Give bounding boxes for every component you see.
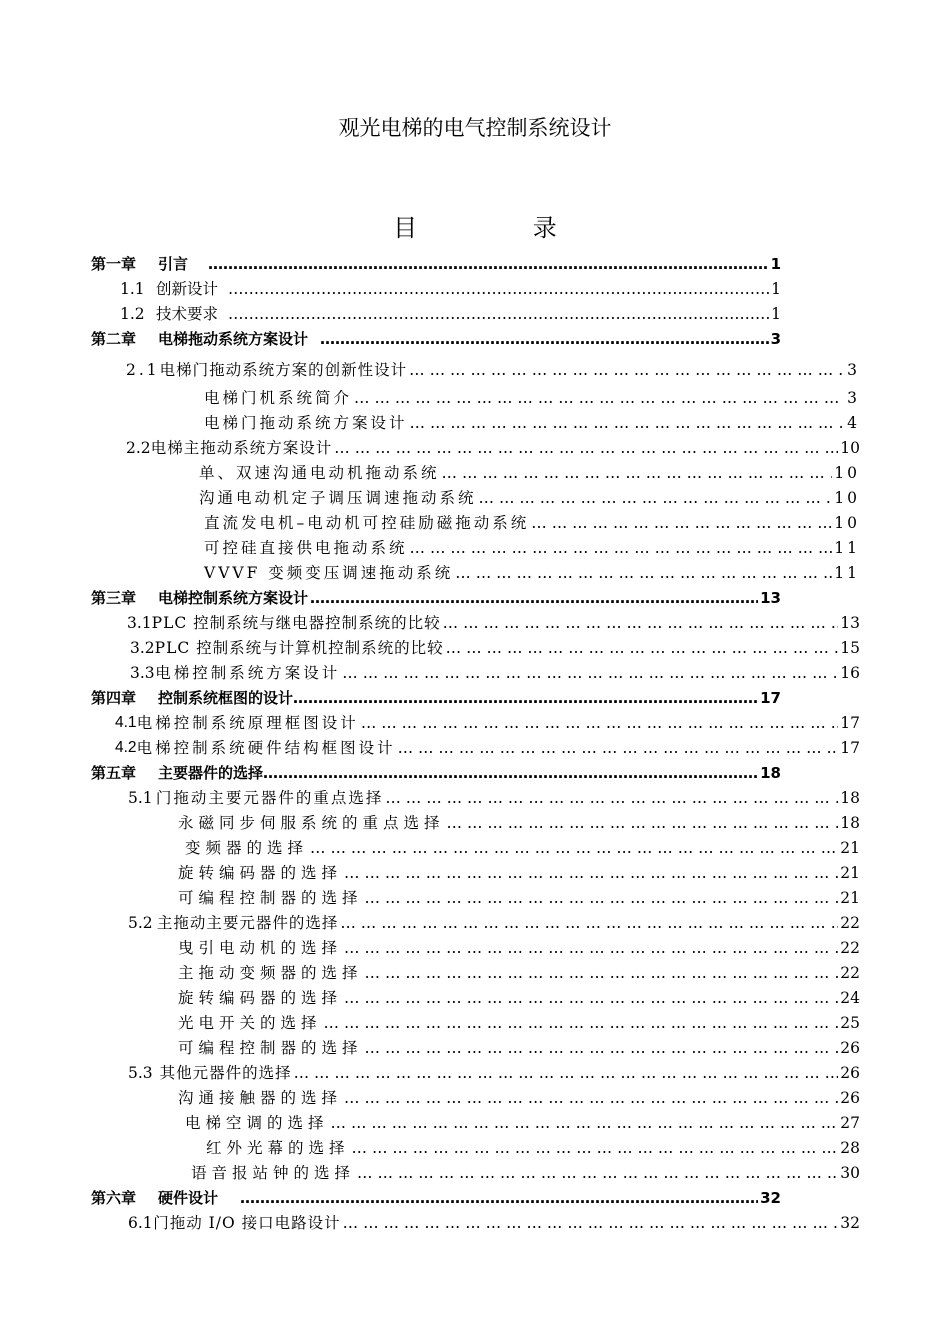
toc-subsection[interactable] [178,1084,860,1108]
subsection-title: 直流发电机–电动机可控硅励磁拖动系统 [204,514,530,532]
toc-section-3-2[interactable] [130,634,860,658]
leader-dots [354,388,845,408]
toc-chapter-1[interactable] [91,250,781,274]
page-number: 13 [840,614,860,632]
page-number: 17 [840,739,860,757]
page-number: 32 [840,1214,860,1232]
section-title: 创新设计 [156,280,219,298]
leader-dots [385,788,838,808]
page-number: 10 [834,464,860,482]
subsection-title: 电梯门机系统简介 [204,389,353,407]
leader-dots [365,888,839,908]
leader-dots [410,413,846,433]
section-title: PLC 控制系统与继电器控制系统的比较 [151,614,441,632]
leader-dots [228,304,769,324]
leader-dots [324,1013,839,1033]
section-number: 5.2 [128,914,153,932]
page-number: 28 [840,1139,860,1157]
section-title: 电梯控制系统硬件结构框图设计 [136,739,396,757]
section-title: 电梯控制系统方案设计 [155,664,341,682]
toc-section-1-1[interactable] [120,275,781,299]
page-number: 26 [840,1039,860,1057]
chapter-number: 第四章 [91,689,137,707]
chapter-number: 第三章 [91,589,137,607]
subsection-title: 变频器的选择 [185,839,309,857]
toc-subsection[interactable] [204,384,860,408]
section-title: 电梯控制系统原理框图设计 [136,714,359,732]
page-number: 22 [840,939,860,957]
toc-subsection[interactable] [185,834,860,858]
chapter-number: 第二章 [91,330,137,348]
leader-dots [352,1138,839,1158]
section-number: 6.1 [128,1214,153,1232]
section-number: 5.3 [128,1064,153,1082]
page-number: 21 [840,839,860,857]
section-number: 5.1 [128,789,153,807]
leader-dots [334,438,838,458]
section-number: 1.2 [120,305,145,323]
subsection-title: VVVF 变频变压调速拖动系统 [204,564,454,582]
page-number: 11 [834,564,860,582]
chapter-title: 电梯拖动系统方案设计 [158,330,309,348]
toc-chapter-2[interactable] [91,325,781,349]
subsection-title: 沟通接触器的选择 [178,1089,343,1107]
chapter-title: 硬件设计 [158,1189,219,1207]
page-number: 24 [840,989,860,1007]
leader-dots [455,563,832,583]
leader-dots [344,988,838,1008]
toc-section-1-2[interactable] [120,300,781,324]
toc-chapter-5[interactable] [91,759,781,783]
subsection-title: 红外光幕的选择 [206,1139,350,1157]
toc-section-2-1[interactable] [126,356,860,380]
page-number: 3 [847,361,860,379]
page-number: 22 [840,964,860,982]
subsection-title: 可控硅直接供电拖动系统 [204,539,408,557]
page-number: 11 [834,539,860,557]
page-number: 21 [840,864,860,882]
section-number: 3.2 [130,639,155,657]
chapter-title: 控制系统框图的设计 [158,689,294,707]
section-title: 技术要求 [156,305,219,323]
page-number: 16 [840,664,860,682]
section-number: 3.3 [130,664,155,682]
leader-dots [479,488,833,508]
section-title: 门拖动主要元器件的重点选择 [155,789,384,807]
subsection-title: 沟通电动机定子调压调速拖动系统 [199,489,477,507]
page-number: 32 [760,1189,781,1207]
page-number: 30 [840,1164,860,1182]
leader-dots [310,588,758,608]
page-number: 13 [760,589,781,607]
toc-subsection[interactable] [204,559,860,583]
page-number: 18 [760,764,781,782]
leader-dots [293,688,758,708]
section-title: 电梯主拖动系统方案设计 [150,439,333,457]
leader-dots [240,1188,758,1208]
leader-dots [340,913,838,933]
leader-dots [361,713,838,733]
leader-dots [208,254,769,274]
subsection-title: 主拖动变频器的选择 [178,964,363,982]
section-title: 其他元器件的选择 [159,1064,292,1082]
page-number: 15 [840,639,860,657]
section-title: 电梯门拖动系统方案的创新性设计 [159,361,408,379]
toc-chapter-4[interactable] [91,684,781,708]
page-number: 25 [840,1014,860,1032]
toc-subsection[interactable] [178,959,860,983]
toc-subsection[interactable] [178,1009,860,1033]
leader-dots [344,863,838,883]
leader-dots [344,1088,838,1108]
toc-section-5-3[interactable] [128,1059,860,1083]
page-number: 1 [770,255,781,273]
toc-subsection[interactable] [178,809,860,833]
page-number: 26 [840,1089,860,1107]
subsection-title: 曳引电动机的选择 [178,939,343,957]
subsection-title: 光电开关的选择 [178,1014,322,1032]
chapter-number: 第六章 [91,1189,137,1207]
toc-subsection[interactable] [178,884,860,908]
leader-dots [342,663,838,683]
toc-section-2-2[interactable] [126,434,860,458]
document-title: 观光电梯的电气控制系统设计 [338,116,612,140]
leader-dots [310,838,838,858]
toc-subsection[interactable] [199,484,860,508]
leader-dots [263,763,758,783]
section-title: PLC 控制系统与计算机控制系统的比较 [154,639,444,657]
toc-subsection[interactable] [204,409,860,433]
subsection-title: 电梯空调的选择 [185,1114,329,1132]
page-number: 22 [840,914,860,932]
leader-dots [365,963,839,983]
toc-section-3-1[interactable] [127,609,860,633]
toc-subsection[interactable] [204,509,860,533]
section-title: 门拖动 I/O 接口电路设计 [153,1214,341,1232]
subsection-title: 语音报站钟的选择 [191,1164,356,1182]
leader-dots [343,1213,839,1233]
leader-dots [443,613,839,633]
chapter-title: 主要器件的选择 [158,764,264,782]
section-number: 3.1 [127,614,152,632]
section-number: 2.1 [126,361,160,379]
subsection-title: 旋转编码器的选择 [178,989,343,1007]
leader-dots [442,463,833,483]
page-number: 18 [840,789,860,807]
toc-subsection[interactable] [191,1159,860,1183]
section-number: 2.2 [126,439,151,457]
page-number: 18 [840,814,860,832]
leader-dots [320,329,769,349]
page-number: 21 [840,889,860,907]
section-number: 4.2 [115,739,137,756]
toc-subsection[interactable] [199,459,860,483]
subsection-title: 单、双速沟通电动机拖动系统 [199,464,440,482]
leader-dots [446,638,839,658]
chapter-number: 第一章 [91,255,137,273]
leader-dots [357,1163,838,1183]
toc-subsection[interactable] [178,934,860,958]
section-number: 1.1 [120,280,145,298]
toc-section-5-1[interactable] [128,784,860,808]
toc-chapter-3[interactable] [91,584,781,608]
page-number: 17 [840,714,860,732]
toc-heading: 目 录 [393,214,611,242]
leader-dots [409,360,845,380]
page-number: 3 [847,389,860,407]
toc-section-4-1[interactable] [115,709,860,733]
toc-section-5-2[interactable] [128,909,860,933]
toc-subsection[interactable] [178,984,860,1008]
page-number: 4 [847,414,860,432]
page-number: 10 [840,439,860,457]
chapter-title: 电梯控制系统方案设计 [158,589,309,607]
chapter-number: 第五章 [91,764,137,782]
leader-dots [294,1063,839,1083]
subsection-title: 永磁同步伺服系统的重点选择 [178,814,445,832]
leader-dots [344,938,838,958]
subsection-title: 旋转编码器的选择 [178,864,343,882]
toc-subsection[interactable] [178,1034,860,1058]
section-title: 主拖动主要元器件的选择 [156,914,339,932]
toc-chapter-6[interactable] [91,1184,781,1208]
page-number: 1 [771,305,781,323]
toc-section-4-2[interactable] [115,734,860,758]
page-number: 10 [834,514,860,532]
page-number: 1 [771,280,781,298]
chapter-title: 引言 [158,255,189,273]
subsection-title: 可编程控制器的选择 [178,889,363,907]
toc-subsection[interactable] [178,859,860,883]
leader-dots [398,738,839,758]
toc-section-6-1[interactable] [128,1209,860,1233]
page-number: 26 [840,1064,860,1082]
subsection-title: 可编程控制器的选择 [178,1039,363,1057]
section-number: 4.1 [115,714,137,731]
leader-dots [331,1113,839,1133]
toc-section-3-3[interactable] [130,659,860,683]
toc-subsection[interactable] [204,534,860,558]
leader-dots [410,538,833,558]
leader-dots [365,1038,839,1058]
page-number: 17 [760,689,781,707]
leader-dots [447,813,839,833]
leader-dots [228,279,769,299]
page-number: 10 [834,489,860,507]
toc-subsection[interactable] [206,1134,860,1158]
page-number: 3 [770,330,781,348]
toc-subsection[interactable] [185,1109,860,1133]
page-number: 27 [840,1114,860,1132]
subsection-title: 电梯门拖动系统方案设计 [204,414,408,432]
leader-dots [531,513,832,533]
